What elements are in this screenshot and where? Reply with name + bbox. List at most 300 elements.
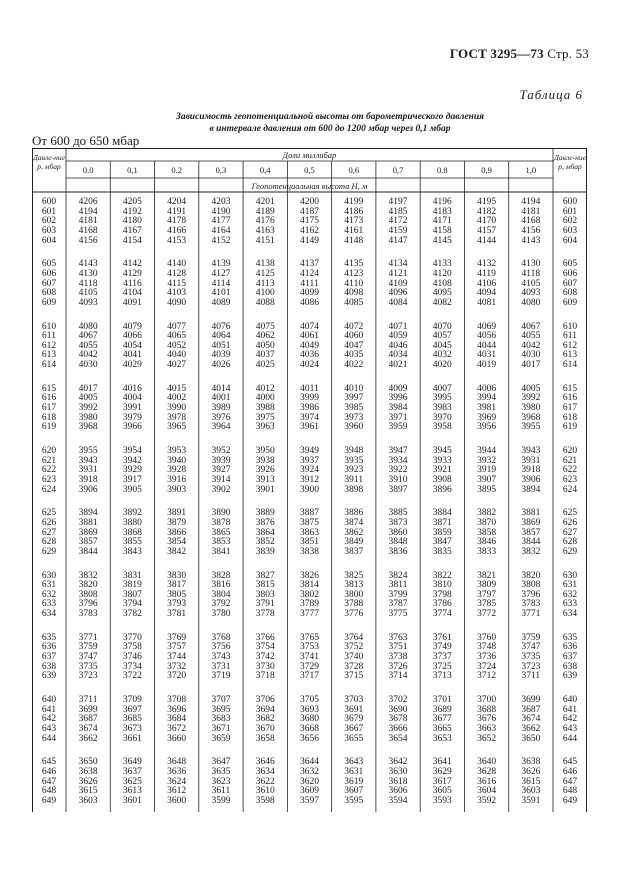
- pressure-value-right: 611: [563, 331, 577, 342]
- height-value: 4121: [388, 268, 408, 279]
- height-value: 3882: [477, 508, 497, 519]
- height-value: 3782: [122, 609, 142, 620]
- fraction-label: 0,1: [127, 165, 138, 175]
- pressure-value-right: 619: [562, 422, 578, 433]
- height-value: 3825: [344, 570, 364, 581]
- height-value: 3738: [388, 652, 408, 663]
- height-value: 4055: [521, 331, 541, 342]
- height-value: 4056: [477, 331, 497, 342]
- height-value: 3918: [521, 465, 541, 476]
- pressure-value-left: 649: [41, 795, 57, 806]
- height-value: 3828: [211, 570, 231, 581]
- height-value: 3658: [255, 733, 275, 744]
- height-value: 3699: [521, 695, 541, 705]
- height-value: 3622: [255, 776, 275, 787]
- height-value: 3638: [78, 766, 98, 777]
- height-value: 3799: [388, 589, 408, 600]
- height-value: 4183: [432, 206, 452, 217]
- height-value: 3808: [521, 580, 541, 591]
- height-value: 3715: [344, 671, 364, 682]
- height-value: 3705: [299, 695, 319, 705]
- height-value: 3843: [122, 546, 142, 557]
- height-value: 3640: [477, 757, 497, 768]
- height-value: 4067: [521, 321, 541, 332]
- height-value: 3786: [432, 599, 452, 610]
- height-value: 3984: [388, 403, 408, 414]
- height-value: 4120: [432, 268, 452, 279]
- height-value: 4187: [299, 206, 319, 217]
- height-value: 4159: [388, 225, 408, 236]
- height-value: 4065: [167, 331, 187, 342]
- height-value: 3897: [388, 484, 408, 495]
- height-value: 4020: [432, 360, 452, 371]
- height-value: 3747: [78, 652, 98, 663]
- height-value: 4201: [255, 197, 275, 207]
- pressure-value-right: 627: [562, 527, 578, 538]
- height-value: 4105: [78, 288, 98, 299]
- pressure-value-left: 606: [41, 268, 57, 279]
- height-value: 3881: [521, 508, 541, 519]
- height-value: 3708: [167, 695, 187, 705]
- height-value: 3604: [477, 786, 497, 797]
- height-value: 3737: [432, 652, 452, 663]
- height-value: 3878: [211, 517, 231, 528]
- height-value: 3905: [122, 484, 142, 495]
- height-value: 4168: [521, 216, 541, 227]
- height-value: 4189: [255, 206, 275, 217]
- height-value: 3713: [432, 671, 452, 682]
- height-value: 3725: [432, 661, 452, 672]
- pressure-value-right: 607: [562, 278, 578, 289]
- pressure-value-right: 629: [562, 546, 578, 557]
- height-value: 3973: [344, 412, 364, 423]
- height-value: 3689: [432, 704, 452, 715]
- height-value: 3819: [122, 580, 142, 591]
- height-value: 3707: [211, 695, 231, 705]
- pressure-value-left: 645: [41, 757, 57, 768]
- height-value: 3895: [477, 484, 497, 495]
- height-value: 3628: [477, 766, 497, 777]
- height-value: 4127: [211, 268, 231, 279]
- height-value: 3859: [432, 527, 452, 538]
- height-value: 3860: [388, 527, 408, 538]
- pressure-value-right: 618: [562, 412, 578, 423]
- height-value: 4030: [521, 350, 541, 361]
- height-value: 3601: [122, 795, 142, 806]
- height-value: 3723: [78, 671, 98, 682]
- height-value: 3838: [299, 546, 319, 557]
- height-value: 4034: [388, 350, 408, 361]
- height-value: 3848: [388, 537, 408, 548]
- height-value: 3726: [388, 661, 408, 672]
- height-value: 3800: [344, 589, 364, 600]
- height-value: 3955: [78, 446, 98, 456]
- height-value: 3591: [521, 795, 541, 806]
- height-value: 3685: [122, 714, 142, 725]
- height-value: 3701: [432, 695, 452, 705]
- height-value: 4124: [299, 268, 319, 279]
- height-value: 4149: [299, 235, 319, 246]
- pressure-value-left: 601: [41, 206, 57, 217]
- height-value: 3842: [167, 546, 187, 557]
- height-value: 3789: [299, 599, 319, 610]
- fraction-label: 0,7: [392, 165, 404, 175]
- height-value: 4061: [299, 331, 319, 342]
- height-value: 3991: [122, 403, 142, 414]
- height-value: 3615: [78, 786, 98, 797]
- height-value: 3668: [299, 723, 319, 734]
- height-value: 4191: [167, 206, 187, 217]
- height-value: 4142: [122, 259, 142, 270]
- height-value: 4002: [167, 393, 187, 404]
- height-value: 3606: [388, 786, 408, 797]
- height-value: 4170: [477, 216, 497, 227]
- height-value: 4143: [78, 259, 98, 270]
- height-value: 3969: [477, 412, 497, 423]
- pressure-value-left: 607: [41, 278, 57, 289]
- height-value: 4103: [167, 288, 187, 299]
- height-value: 4009: [388, 383, 408, 394]
- height-value: 4166: [167, 225, 187, 236]
- height-value: 4140: [167, 259, 187, 270]
- pressure-value-left: 639: [41, 671, 57, 682]
- height-value: 4167: [122, 225, 142, 236]
- height-value: 3644: [299, 757, 319, 768]
- height-value: 3803: [255, 589, 275, 600]
- height-value: 3943: [521, 446, 541, 456]
- pressure-value-right: 631: [562, 580, 578, 591]
- height-value: 4067: [78, 331, 98, 342]
- height-value: 4010: [344, 383, 364, 394]
- height-value: 3958: [432, 422, 452, 433]
- height-value: 4076: [211, 321, 231, 332]
- height-value: 3857: [521, 527, 541, 538]
- height-value: 3841: [211, 546, 231, 557]
- height-value: 4119: [477, 268, 496, 279]
- height-value: 3636: [167, 766, 187, 777]
- height-value: 3802: [299, 589, 319, 600]
- pressure-value-left: 627: [41, 527, 57, 538]
- height-value: 3635: [211, 766, 231, 777]
- pressure-value-right: 601: [562, 206, 578, 217]
- pressure-value-left: 632: [41, 589, 57, 600]
- height-value: 3866: [167, 527, 187, 538]
- caption-line-1: Зависимость геопотенциальной высоты от барометрического давления: [175, 112, 484, 122]
- height-value: 4145: [432, 235, 452, 246]
- height-table: [32, 148, 587, 812]
- height-value: 3922: [388, 465, 408, 476]
- pressure-value-left: 642: [41, 714, 57, 725]
- pressure-value-right: 609: [562, 297, 578, 308]
- pressure-value-right: 645: [562, 757, 578, 768]
- height-value: 3637: [122, 766, 142, 777]
- height-value: 4115: [167, 278, 186, 289]
- height-value: 4128: [167, 268, 187, 279]
- height-value: 4176: [255, 216, 275, 227]
- height-value: 3992: [78, 403, 98, 414]
- height-value: 4030: [78, 360, 98, 371]
- height-value: 3611: [211, 786, 231, 797]
- height-value: 3805: [167, 589, 187, 600]
- height-value: 3660: [167, 733, 187, 744]
- height-value: 3763: [388, 632, 408, 643]
- pressure-value-right: 641: [562, 704, 578, 715]
- height-value: 4200: [299, 197, 319, 207]
- height-value: 3648: [167, 757, 187, 768]
- height-value: 4041: [122, 350, 142, 361]
- height-value: 3754: [255, 642, 275, 653]
- height-value: 3670: [255, 723, 275, 734]
- height-value: 4039: [211, 350, 231, 361]
- height-value: 4017: [521, 360, 541, 371]
- height-value: 3793: [167, 599, 187, 610]
- height-value: 3634: [255, 766, 275, 777]
- height-value: 3938: [255, 455, 275, 466]
- height-value: 3623: [211, 776, 231, 787]
- height-value: 3722: [122, 671, 142, 682]
- height-value: 3743: [211, 652, 231, 663]
- pressure-value-right: 635: [562, 632, 578, 643]
- height-value: 3791: [255, 599, 275, 610]
- height-value: 3990: [167, 403, 187, 414]
- height-value: 4135: [344, 259, 364, 270]
- fraction-label: 0,9: [481, 165, 492, 175]
- height-value: 4096: [388, 288, 408, 299]
- height-value: 4066: [122, 331, 142, 342]
- height-value: 3950: [255, 446, 275, 456]
- height-value: 3749: [432, 642, 452, 653]
- page-header: [450, 46, 589, 62]
- height-value: 3971: [388, 412, 408, 423]
- height-value: 3886: [344, 508, 364, 519]
- height-value: 3929: [122, 465, 142, 476]
- height-value: 3649: [122, 757, 142, 768]
- height-value: 3616: [477, 776, 497, 787]
- height-value: 3751: [388, 642, 408, 653]
- height-value: 3709: [122, 695, 142, 705]
- height-value: 3988: [255, 403, 275, 414]
- height-value: 3626: [78, 776, 98, 787]
- range-label: От 600 до 650 мбар: [32, 133, 140, 148]
- height-value: 4098: [344, 288, 364, 299]
- height-value: 4031: [477, 350, 497, 361]
- height-value: 3720: [167, 671, 187, 682]
- height-value: 4000: [255, 393, 275, 404]
- height-value: 3741: [299, 652, 319, 663]
- pressure-value-left: 634: [41, 609, 57, 620]
- pressure-value-left: 618: [41, 412, 57, 423]
- height-value: 4180: [122, 216, 142, 227]
- height-value: 4032: [432, 350, 452, 361]
- height-value: 3677: [432, 714, 452, 725]
- height-value: 4114: [211, 278, 231, 289]
- height-value: 4163: [255, 225, 275, 236]
- height-value: 3771: [78, 632, 98, 643]
- pressure-value-left: 631: [41, 580, 57, 591]
- height-value: 4046: [388, 340, 408, 351]
- height-value: 4138: [255, 259, 275, 270]
- pressure-value-right: 603: [562, 225, 578, 236]
- height-value: 3613: [122, 786, 142, 797]
- height-value: 3624: [167, 776, 187, 787]
- height-value: 3774: [432, 609, 452, 620]
- table-number: Таблица 6: [519, 87, 583, 102]
- height-value: 3956: [477, 422, 497, 433]
- pressure-value-left: 600: [41, 197, 57, 207]
- height-value: 4101: [211, 288, 231, 299]
- height-value: 3729: [299, 661, 319, 672]
- fraction-label: 0,4: [259, 165, 271, 175]
- height-value: 4177: [211, 216, 231, 227]
- pressure-value-left: 625: [41, 508, 57, 519]
- height-value: 4064: [211, 331, 231, 342]
- height-value: 3824: [388, 570, 408, 581]
- height-value: 4175: [299, 216, 319, 227]
- height-value: 4062: [255, 331, 275, 342]
- height-value: 4164: [211, 225, 231, 236]
- height-value: 4130: [521, 259, 541, 270]
- pressure-value-left: 617: [41, 403, 57, 414]
- pressure-value-left: 624: [41, 484, 57, 495]
- height-value: 3942: [122, 455, 142, 466]
- height-value: 4059: [388, 331, 408, 342]
- height-value: 3797: [477, 589, 497, 600]
- pressure-value-right: 636: [562, 642, 578, 653]
- height-value: 4168: [78, 225, 98, 236]
- pressure-value-right: 613: [562, 350, 578, 361]
- pressure-value-left: 633: [41, 599, 57, 610]
- height-value: 3910: [388, 474, 408, 485]
- height-value: 4088: [255, 297, 275, 308]
- height-value: 3706: [255, 695, 275, 705]
- height-value: 3740: [344, 652, 364, 663]
- height-value: 3756: [211, 642, 231, 653]
- height-value: 3629: [432, 766, 452, 777]
- height-value: 3595: [344, 795, 364, 806]
- height-value: 3900: [299, 484, 319, 495]
- height-value: 3937: [299, 455, 319, 466]
- height-value: 3674: [78, 723, 98, 734]
- height-value: 4158: [432, 225, 452, 236]
- height-value: 3661: [122, 733, 142, 744]
- height-value: 4072: [344, 321, 364, 332]
- pressure-header-left: Давле-ние p, мбар: [33, 153, 65, 171]
- height-value: 3880: [122, 517, 142, 528]
- height-value: 3954: [122, 446, 142, 456]
- height-value: 4060: [344, 331, 364, 342]
- height-value: 4022: [344, 360, 364, 371]
- pressure-value-right: 639: [562, 671, 578, 682]
- height-value: 3796: [521, 589, 541, 600]
- height-value: 3966: [122, 422, 142, 433]
- height-value: 3968: [521, 412, 541, 423]
- height-value: 4049: [299, 340, 319, 351]
- height-value: 4152: [211, 235, 231, 246]
- pressure-value-left: 644: [41, 733, 57, 744]
- height-value: 3976: [211, 412, 231, 423]
- pressure-value-right: 638: [562, 661, 578, 672]
- height-value: 3647: [211, 757, 231, 768]
- pressure-value-left: 643: [41, 723, 57, 734]
- height-value: 3923: [344, 465, 364, 476]
- height-value: 4129: [122, 268, 142, 279]
- pressure-value-left: 611: [42, 331, 56, 342]
- pressure-value-left: 621: [41, 455, 57, 466]
- height-value: 3889: [255, 508, 275, 519]
- height-value: 3787: [388, 599, 408, 610]
- height-value: 3695: [211, 704, 231, 715]
- height-value: 3615: [521, 776, 541, 787]
- pressure-value-left: 614: [41, 360, 57, 371]
- table-caption: [120, 111, 540, 135]
- height-value: 4050: [255, 340, 275, 351]
- pressure-value-right: 615: [562, 383, 578, 394]
- height-value: 3996: [388, 393, 408, 404]
- height-value: 3814: [299, 580, 319, 591]
- pressure-value-right: 647: [562, 776, 578, 787]
- pressure-value-right: 602: [562, 216, 578, 227]
- height-header: Геопотенциальная высота H, м: [251, 181, 368, 191]
- height-value: 3981: [477, 403, 497, 414]
- height-value: 3682: [255, 714, 275, 725]
- height-value: 3600: [167, 795, 187, 806]
- height-value: 3610: [255, 786, 275, 797]
- height-value: 4111: [300, 278, 319, 289]
- height-value: 4006: [477, 383, 497, 394]
- pressure-value-left: 605: [41, 259, 57, 270]
- height-value: 3694: [255, 704, 275, 715]
- pressure-value-right: 633: [562, 599, 578, 610]
- height-value: 3747: [521, 642, 541, 653]
- pressure-value-right: 617: [562, 403, 578, 414]
- height-value: 3752: [344, 642, 364, 653]
- height-value: 3777: [299, 609, 319, 620]
- height-value: 4017: [78, 383, 98, 394]
- height-value: 4035: [344, 350, 364, 361]
- height-value: 3939: [211, 455, 231, 466]
- height-value: 3809: [477, 580, 497, 591]
- height-value: 4118: [78, 278, 98, 289]
- height-value: 4109: [388, 278, 408, 289]
- height-value: 3736: [477, 652, 497, 663]
- height-value: 4055: [78, 340, 98, 351]
- height-value: 4025: [255, 360, 275, 371]
- height-value: 4047: [344, 340, 364, 351]
- height-value: 3734: [122, 661, 142, 672]
- height-value: 3927: [211, 465, 231, 476]
- height-value: 3855: [122, 537, 142, 548]
- height-value: 3874: [344, 517, 364, 528]
- height-value: 4079: [122, 321, 142, 332]
- height-value: 3769: [167, 632, 187, 643]
- height-value: 4029: [122, 360, 142, 371]
- height-value: 4134: [388, 259, 408, 270]
- height-value: 3931: [521, 455, 541, 466]
- height-value: 4081: [477, 297, 497, 308]
- height-value: 3626: [521, 766, 541, 777]
- height-value: 4199: [344, 197, 364, 207]
- height-value: 3761: [432, 632, 452, 643]
- height-value: 3690: [388, 704, 408, 715]
- height-value: 4130: [78, 268, 98, 279]
- height-value: 4139: [211, 259, 231, 270]
- height-value: 3702: [388, 695, 408, 705]
- pressure-value-left: 615: [41, 383, 57, 394]
- height-value: 4104: [122, 288, 142, 299]
- pressure-value-right: 640: [562, 695, 578, 705]
- height-value: 3760: [477, 632, 497, 643]
- height-value: 3944: [477, 446, 497, 456]
